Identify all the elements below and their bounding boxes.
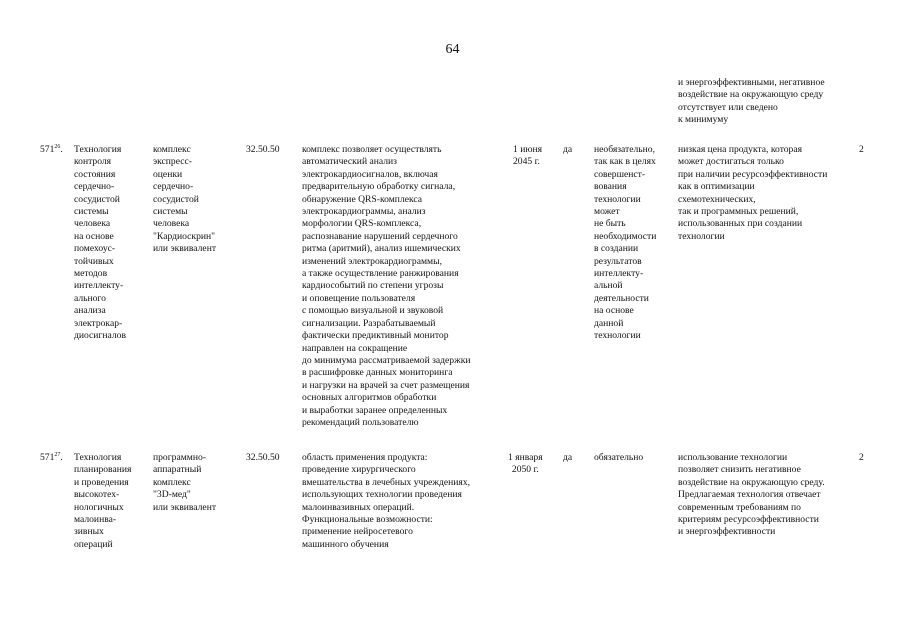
carryover-environment-text: и энергоэффективными, негативное воздействие на окружающую среду отсутствует или сведено к минимуму — [678, 77, 825, 126]
group-value: 2 — [859, 144, 864, 155]
environment-impact: низкая цена продукта, которая может достигаться только при наличии ресурсоэффективности как в оптимизации схемотехнических, так и программных решений, использованных при создании технологии — [678, 144, 828, 242]
technology-name: Технология планирования и проведения высокотех- нологичных малоинва- зивных операций — [74, 452, 132, 550]
flag-value: да — [563, 144, 573, 155]
deadline-date: 1 января 2050 г. — [508, 452, 543, 476]
deadline-date: 1 июня 2045 г. — [513, 144, 543, 168]
ip-requirement: обязательно — [594, 452, 644, 463]
technology-name: Технология контроля состояния сердечно- сосудистой системы человека на основе помехоус- тойчивых методов интеллекту- ального анализа электрокар- диосигналов — [74, 144, 126, 342]
environment-impact: использование технологии позволяет снизить негативное воздействие на окружающую среду. Предлагаемая технология отвечает современным требованиям по критериям ресурсоэффективности и энергоэффективности — [678, 452, 825, 538]
okpd-code: 32.50.50 — [246, 144, 280, 155]
row-number: $571^{27}$. — [40, 451, 63, 463]
row-number: $571^{26}$. — [40, 143, 63, 155]
product-name: программно- аппаратный комплекс "3D-мед" или эквивалент — [153, 452, 217, 513]
product-description: комплекс позволяет осуществлять автоматический анализ электрокардиосигналов, включая предварительную обработку сигнала, обнаружение QRS-комплекса электрокардиограммы, анализ морфологии QRS-комплекса, распознавание нарушений сердечного ритма (аритмий), анализ ишемических изменений электрокардиограммы, а также осуществление ранжирования кардиособытий по степени угрозы и оповещение пользователя с помощью визуальной и звуковой сигнализации. Разрабатываемый фактически предиктивный монитор направлен на сокращение до минимума рассматриваемой задержки в расшифровке данных мониторинга и нагрузки на врачей за счет размещения основных алгоритмов обработки и выработки заранее определенных рекомендаций пользователю — [302, 144, 471, 428]
group-value: 2 — [859, 452, 864, 463]
product-name: комплекс экспресс- оценки сердечно- сосудистой системы человека "Кардиоскрин" или эквивалент — [153, 144, 217, 255]
okpd-code: 32.50.50 — [246, 452, 280, 463]
product-description: область применения продукта: проведение хирургического вмешательства в лечебных учреждениях, использующих технологии проведения малоинвазивных операций. Функциональные возможности: применение нейросетевого машинного обучения — [302, 452, 471, 550]
ip-requirement: необязательно, так как в целях совершенст- вования технологии может не быть необходимости в создании результатов интеллекту- альной деятельности на основе данной технологии — [594, 144, 657, 342]
page-number: 64 — [445, 42, 460, 57]
flag-value: да — [563, 452, 573, 463]
